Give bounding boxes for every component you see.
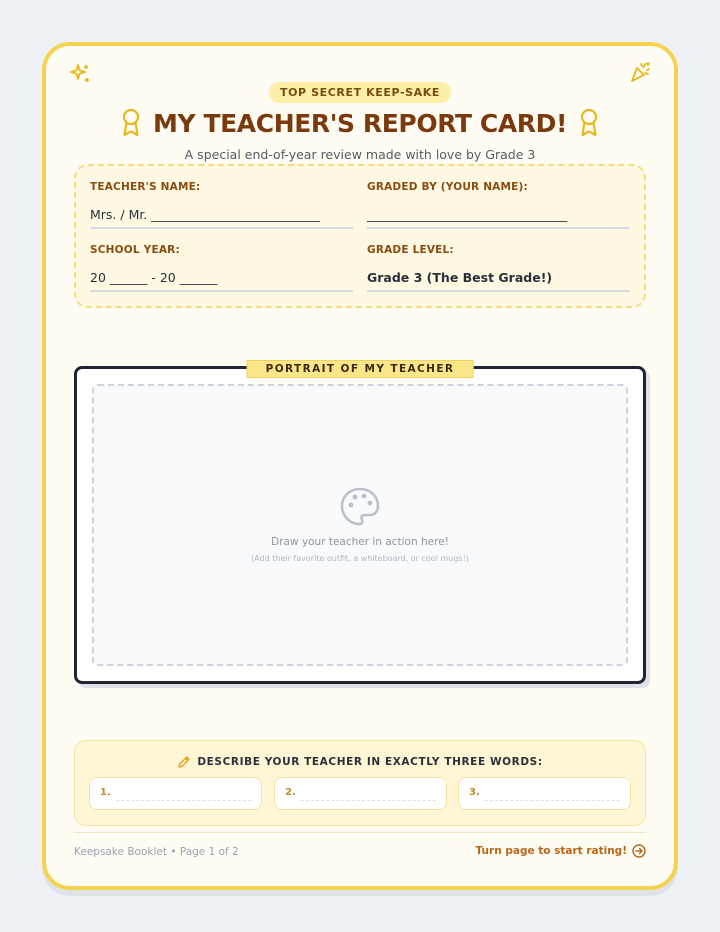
word-number-3: 3. [469, 787, 480, 798]
keepsake-badge: TOP SECRET KEEP-SAKE [269, 82, 451, 103]
page-subtitle: A special end-of-year review made with love by Grade 3 [184, 147, 536, 162]
palette-icon [339, 486, 381, 528]
teacher-name-field [90, 181, 353, 229]
pencil-icon [177, 755, 191, 769]
grade-level-label: GRADE LEVEL: [367, 244, 454, 256]
award-ribbon-icon [579, 108, 599, 138]
drawing-area[interactable] [92, 384, 628, 666]
footer-divider [74, 832, 646, 833]
word-input-2[interactable] [274, 777, 447, 810]
drawing-hint: Draw your teacher in action here! [271, 536, 449, 548]
report-card-page [42, 42, 678, 890]
party-popper-icon [628, 60, 652, 84]
grade-level-value: Grade 3 (The Best Grade!) [367, 270, 630, 292]
grade-level-field [367, 244, 630, 292]
word-underline [116, 800, 251, 801]
word-number-1: 1. [100, 787, 111, 798]
next-page-link[interactable] [476, 844, 646, 858]
drawing-sub-hint: (Add their favorite outfit, a whiteboard, or cool mugs!) [251, 554, 469, 563]
three-words-title: DESCRIBE YOUR TEACHER IN EXACTLY THREE WORDS: [197, 756, 543, 768]
school-year-label: SCHOOL YEAR: [90, 244, 180, 256]
teacher-name-label: TEACHER'S NAME: [90, 181, 201, 193]
title-row [46, 108, 674, 138]
graded-by-input[interactable]: ________________________________ [367, 207, 630, 229]
arrow-right-circle-icon [632, 844, 646, 858]
word-underline [485, 800, 620, 801]
page-indicator: Keepsake Booklet • Page 1 of 2 [74, 846, 239, 858]
graded-by-field [367, 181, 630, 229]
graded-by-label: GRADED BY (YOUR NAME): [367, 181, 528, 193]
word-number-2: 2. [285, 787, 296, 798]
portrait-tag: PORTRAIT OF MY TEACHER [247, 360, 474, 378]
next-page-label: Turn page to start rating! [475, 845, 627, 857]
page-title: MY TEACHER'S REPORT CARD! [152, 108, 567, 138]
word-input-3[interactable] [458, 777, 631, 810]
school-year-field [90, 244, 353, 292]
word-input-1[interactable] [89, 777, 262, 810]
three-words-section [74, 740, 646, 826]
portrait-frame [74, 363, 646, 684]
three-words-heading [75, 755, 645, 769]
word-underline [301, 800, 436, 801]
sparkles-icon [68, 62, 92, 86]
teacher-name-input[interactable]: Mrs. / Mr. ___________________________ [90, 207, 353, 229]
teacher-info-section [74, 164, 646, 308]
school-year-input[interactable]: 20 ______ - 20 ______ [90, 270, 353, 292]
award-ribbon-icon [121, 108, 141, 138]
